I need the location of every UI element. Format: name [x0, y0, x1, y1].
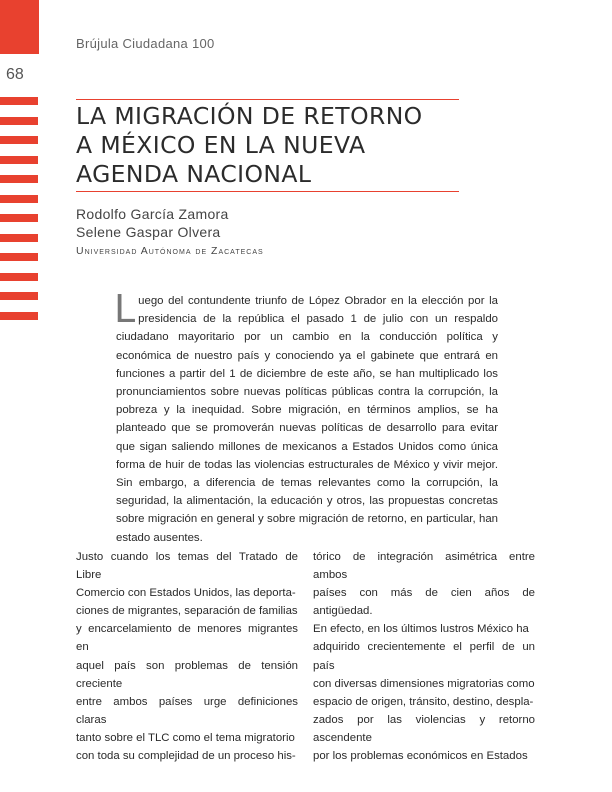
- author-list: [76, 205, 229, 241]
- body-line: aquel país son problemas de tensión creciente: [76, 659, 298, 690]
- body-line: y encarcelamiento de menores migrantes en: [76, 623, 298, 654]
- body-line: Comercio con Estados Unidos, las deporta-: [76, 587, 296, 600]
- body-line: países con más de cien años de antigüedad.: [313, 587, 535, 618]
- drop-cap: L: [114, 287, 136, 331]
- body-line: con diversas dimensiones migratorias como: [313, 677, 535, 690]
- title-rule-top: [76, 99, 459, 100]
- body-column-left: [76, 548, 298, 765]
- title-rule-bottom: [76, 191, 459, 192]
- body-line: con toda su complejidad de un proceso his-: [76, 750, 296, 763]
- article-title: [76, 102, 466, 189]
- author-name: Rodolfo García Zamora: [76, 206, 229, 222]
- body-line: espacio de origen, tránsito, destino, despla-: [313, 695, 534, 708]
- body-line: por los problemas económicos en Estados: [313, 750, 528, 763]
- body-line: ciones de migrantes, separación de familias: [76, 605, 298, 618]
- body-line: tanto sobre el TLC como el tema migratorio: [76, 731, 295, 744]
- page-number: 68: [6, 66, 24, 83]
- affiliation: Universidad Autónoma de Zacatecas: [76, 245, 264, 257]
- title-line: LA MIGRACIÓN DE RETORNO: [76, 102, 423, 130]
- running-header: Brújula Ciudadana 100: [76, 36, 215, 51]
- title-line: A MÉXICO EN LA NUEVA: [76, 131, 366, 159]
- author-name: Selene Gaspar Olvera: [76, 224, 221, 240]
- top-accent-bar: [0, 0, 39, 54]
- body-line: En efecto, en los últimos lustros México ha: [313, 623, 529, 636]
- body-line: Justo cuando los temas del Tratado de Libre: [76, 551, 298, 582]
- body-line: zados por las violencias y retorno ascendente: [313, 713, 535, 744]
- body-column-right: [313, 548, 535, 765]
- side-stripes-decoration: [0, 97, 38, 331]
- abstract-text: uego del contundente triunfo de López Obrador en la elección por la presidencia de la república el pasado 1 de julio con un respaldo ciudadano mayoritario por un cambio en la conducción política y económica de nuestro país y conociendo ya el gabinete que entrará en funciones a partir del 1 de diciembre de este año, se han multiplicado los pronunciamientos sobre nuevas políticas públicas contra la corrupción, la pobreza y la inequidad. Sobre migración, en términos amplios, se ha planteado que se promoverán nuevas políticas de desarrollo para evitar que sigan saliendo millones de mexicanos a Estados Unidos como única forma de huir de todas las violencias estructurales de México y vivir mejor. Sin embargo, a diferencia de temas relevantes como la corrupción, la seguridad, la alimentación, la educación y otros, las propuestas concretas sobre migración en general y sobre migración de retorno, en particular, han estado ausentes.: [116, 295, 498, 544]
- abstract: [114, 287, 498, 547]
- title-line: AGENDA NACIONAL: [76, 160, 312, 188]
- body-line: adquirido crecientemente el perfil de un país: [313, 641, 535, 672]
- body-line: tórico de integración asimétrica entre ambos: [313, 551, 535, 582]
- body-line: entre ambos países urge definiciones claras: [76, 695, 298, 726]
